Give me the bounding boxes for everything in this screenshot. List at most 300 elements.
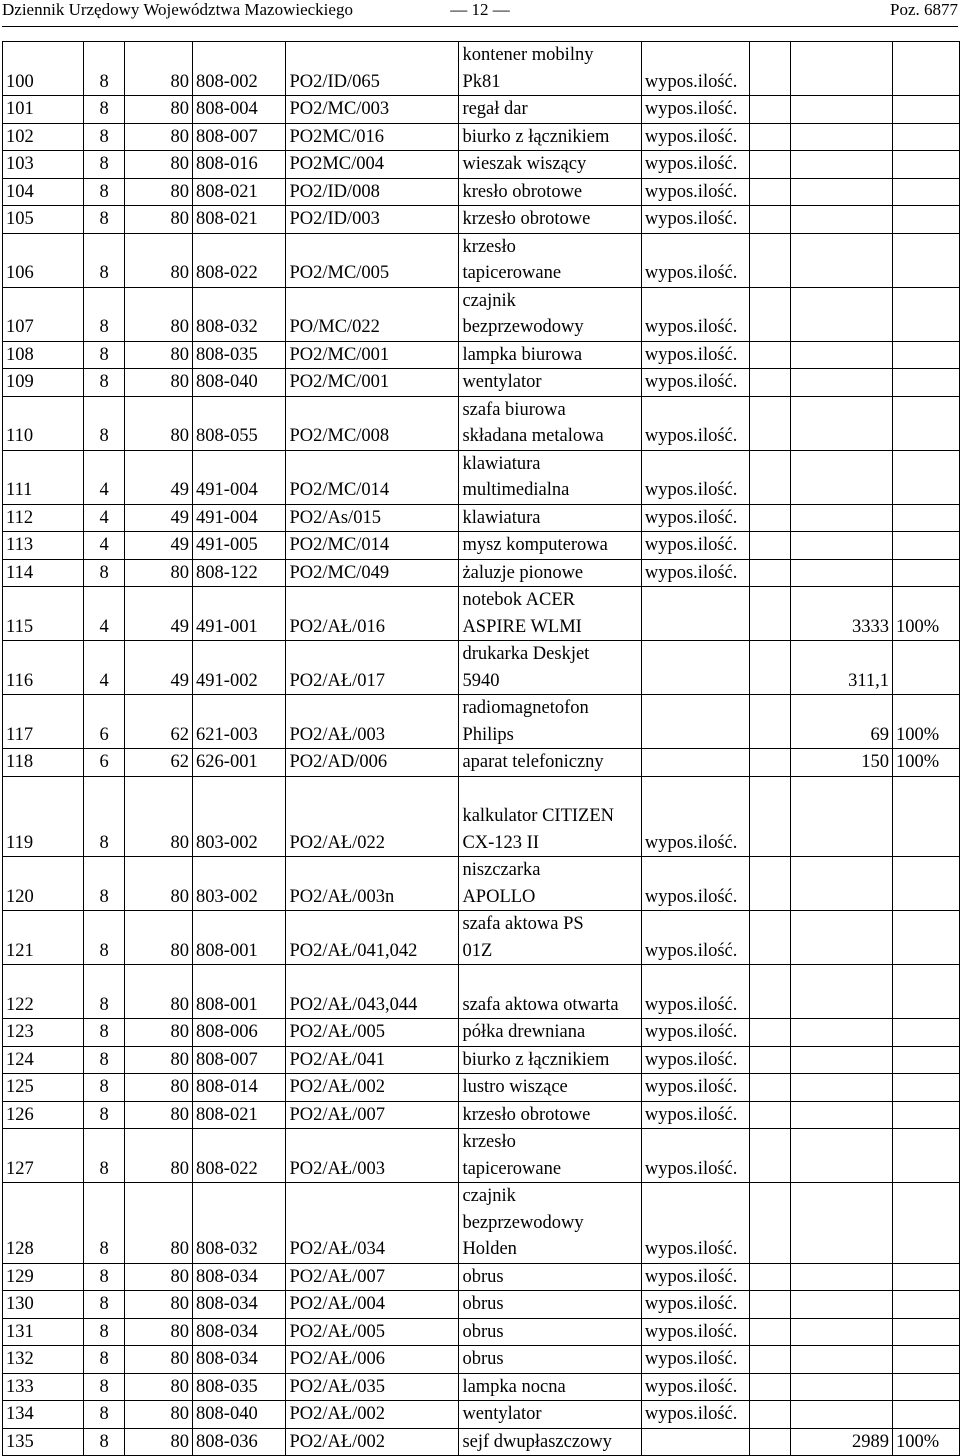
- row-number: 130: [3, 1291, 84, 1319]
- value-cell: [791, 396, 893, 450]
- classification-code: 808-035: [193, 341, 286, 369]
- item-description: [459, 1291, 641, 1319]
- table-row: [3, 695, 960, 749]
- percent-cell: [893, 287, 960, 341]
- status-text: wypos.ilość.: [641, 1373, 749, 1401]
- row-number: 105: [3, 206, 84, 234]
- spacer-cell: [750, 1129, 791, 1183]
- classification-code: 808-034: [193, 1318, 286, 1346]
- value-cell: 69: [791, 695, 893, 749]
- spacer-cell: [750, 96, 791, 124]
- table-row: [3, 1263, 960, 1291]
- row-number: 127: [3, 1129, 84, 1183]
- classification-code: 808-002: [193, 42, 286, 96]
- value-cell: 311,1: [791, 641, 893, 695]
- description-line: szafa biurowa: [462, 399, 566, 420]
- percent-cell: [893, 178, 960, 206]
- value-cell: [791, 96, 893, 124]
- item-description: [459, 287, 641, 341]
- classification-code: 808-032: [193, 287, 286, 341]
- table-row: [3, 857, 960, 911]
- percent-cell: [893, 341, 960, 369]
- classification-code: 621-003: [193, 695, 286, 749]
- table-row: [3, 1046, 960, 1074]
- spacer-cell: [750, 532, 791, 560]
- spacer-cell: [750, 1101, 791, 1129]
- classification-code: 808-032: [193, 1183, 286, 1264]
- item-description: [459, 965, 641, 1019]
- classification-code: 491-005: [193, 532, 286, 560]
- classification-code: 808-021: [193, 206, 286, 234]
- subgroup-code: 80: [124, 151, 192, 179]
- group-code: 8: [84, 123, 125, 151]
- item-description: [459, 911, 641, 965]
- subgroup-code: 80: [124, 1346, 192, 1374]
- subgroup-code: 80: [124, 1263, 192, 1291]
- row-number: 109: [3, 369, 84, 397]
- status-text: [641, 695, 749, 749]
- inventory-number: PO2/AŁ/006: [286, 1346, 459, 1374]
- description-line: żaluzje pionowe: [462, 562, 584, 583]
- status-text: wypos.ilość.: [641, 341, 749, 369]
- status-text: wypos.ilość.: [641, 123, 749, 151]
- item-description: [459, 233, 641, 287]
- inventory-number: PO2/MC/014: [286, 532, 459, 560]
- percent-cell: [893, 1183, 960, 1264]
- status-text: wypos.ilość.: [641, 369, 749, 397]
- row-number: 120: [3, 857, 84, 911]
- description-line: tapicerowane: [462, 1158, 562, 1179]
- percent-cell: [893, 1401, 960, 1429]
- value-cell: [791, 341, 893, 369]
- description-line: półka drewniana: [462, 1022, 586, 1042]
- group-code: 8: [84, 396, 125, 450]
- classification-code: 808-055: [193, 396, 286, 450]
- status-text: wypos.ilość.: [641, 857, 749, 911]
- value-cell: [791, 450, 893, 504]
- group-code: 8: [84, 559, 125, 587]
- status-text: wypos.ilość.: [641, 559, 749, 587]
- page-header: [2, 0, 958, 27]
- item-description: [459, 1129, 641, 1183]
- description-line: wentylator: [462, 1404, 542, 1424]
- percent-cell: [893, 1129, 960, 1183]
- spacer-cell: [750, 1318, 791, 1346]
- percent-cell: 100%: [893, 695, 960, 749]
- row-number: 106: [3, 233, 84, 287]
- status-text: wypos.ilość.: [641, 965, 749, 1019]
- group-code: 8: [84, 1291, 125, 1319]
- percent-cell: 100%: [893, 749, 960, 777]
- row-number: 124: [3, 1046, 84, 1074]
- percent-cell: [893, 42, 960, 96]
- status-text: wypos.ilość.: [641, 287, 749, 341]
- subgroup-code: 80: [124, 1428, 192, 1456]
- table-row: [3, 450, 960, 504]
- status-text: wypos.ilość.: [641, 911, 749, 965]
- description-line: multimedialna: [462, 480, 570, 500]
- group-code: 8: [84, 1401, 125, 1429]
- classification-code: 803-002: [193, 776, 286, 857]
- row-number: 123: [3, 1019, 84, 1047]
- description-line: krzesło obrotowe: [462, 209, 591, 229]
- item-description: [459, 1373, 641, 1401]
- inventory-number: PO2/AŁ/034: [286, 1183, 459, 1264]
- subgroup-code: 80: [124, 776, 192, 857]
- item-description: [459, 341, 641, 369]
- percent-cell: [893, 532, 960, 560]
- row-number: 128: [3, 1183, 84, 1264]
- table-row: [3, 233, 960, 287]
- value-cell: [791, 206, 893, 234]
- group-code: 8: [84, 206, 125, 234]
- percent-cell: [893, 1101, 960, 1129]
- item-description: [459, 532, 641, 560]
- inventory-number: PO2/AŁ/003: [286, 695, 459, 749]
- inventory-number: PO2MC/004: [286, 151, 459, 179]
- group-code: 8: [84, 1428, 125, 1456]
- group-code: 8: [84, 776, 125, 857]
- subgroup-code: 80: [124, 1019, 192, 1047]
- spacer-cell: [750, 42, 791, 96]
- value-cell: [791, 504, 893, 532]
- subgroup-code: 80: [124, 1183, 192, 1264]
- status-text: wypos.ilość.: [641, 233, 749, 287]
- spacer-cell: [750, 965, 791, 1019]
- percent-cell: [893, 369, 960, 397]
- group-code: 8: [84, 151, 125, 179]
- value-cell: [791, 1318, 893, 1346]
- subgroup-code: 80: [124, 178, 192, 206]
- item-description: [459, 857, 641, 911]
- group-code: 8: [84, 1373, 125, 1401]
- inventory-number: PO2/ID/008: [286, 178, 459, 206]
- inventory-number: PO2/MC/003: [286, 96, 459, 124]
- description-line: drukarka Deskjet: [462, 644, 590, 664]
- subgroup-code: 80: [124, 1291, 192, 1319]
- percent-cell: [893, 965, 960, 1019]
- inventory-number: PO2/AŁ/005: [286, 1318, 459, 1346]
- table-row: [3, 206, 960, 234]
- description-line: Philips: [462, 724, 514, 745]
- description-line: klawiatura: [462, 453, 541, 474]
- description-line: biurko z łącznikiem: [462, 1049, 610, 1070]
- table-row: [3, 559, 960, 587]
- classification-code: 808-021: [193, 178, 286, 206]
- group-code: 8: [84, 96, 125, 124]
- table-row: [3, 504, 960, 532]
- spacer-cell: [750, 749, 791, 777]
- description-line: kontener mobilny: [462, 45, 594, 65]
- classification-code: 808-036: [193, 1428, 286, 1456]
- description-line: klawiatura: [462, 507, 541, 528]
- inventory-number: PO2/AŁ/043,044: [286, 965, 459, 1019]
- spacer-cell: [750, 369, 791, 397]
- subgroup-code: 80: [124, 559, 192, 587]
- classification-code: 808-035: [193, 1373, 286, 1401]
- row-number: 107: [3, 287, 84, 341]
- percent-cell: [893, 450, 960, 504]
- inventory-number: PO2/AD/006: [286, 749, 459, 777]
- item-description: [459, 1046, 641, 1074]
- classification-code: 803-002: [193, 857, 286, 911]
- row-number: 125: [3, 1074, 84, 1102]
- spacer-cell: [750, 911, 791, 965]
- status-text: wypos.ilość.: [641, 1291, 749, 1319]
- table-row: [3, 587, 960, 641]
- description-line: CX-123 II: [462, 832, 539, 853]
- value-cell: 150: [791, 749, 893, 777]
- status-text: wypos.ilość.: [641, 532, 749, 560]
- status-text: wypos.ilość.: [641, 1183, 749, 1264]
- status-text: wypos.ilość.: [641, 1318, 749, 1346]
- item-description: [459, 504, 641, 532]
- inventory-number: PO2/ID/003: [286, 206, 459, 234]
- inventory-number: PO2/MC/014: [286, 450, 459, 504]
- status-text: wypos.ilość.: [641, 151, 749, 179]
- value-cell: [791, 1346, 893, 1374]
- item-description: [459, 1263, 641, 1291]
- row-number: 104: [3, 178, 84, 206]
- item-description: [459, 1074, 641, 1102]
- row-number: 111: [3, 450, 84, 504]
- description-line: lampka nocna: [462, 1376, 566, 1397]
- group-code: 6: [84, 749, 125, 777]
- row-number: 113: [3, 532, 84, 560]
- spacer-cell: [750, 776, 791, 857]
- group-code: 8: [84, 233, 125, 287]
- subgroup-code: 80: [124, 369, 192, 397]
- group-code: 8: [84, 1019, 125, 1047]
- row-number: 116: [3, 641, 84, 695]
- description-line: czajnik: [462, 290, 516, 311]
- status-text: wypos.ilość.: [641, 96, 749, 124]
- value-cell: [791, 857, 893, 911]
- row-number: 114: [3, 559, 84, 587]
- inventory-number: PO2/AŁ/003: [286, 1129, 459, 1183]
- description-line: obrus: [462, 1321, 504, 1342]
- value-cell: [791, 151, 893, 179]
- spacer-cell: [750, 1428, 791, 1456]
- description-line: krzesło: [462, 1132, 516, 1152]
- status-text: wypos.ilość.: [641, 1263, 749, 1291]
- table-row: [3, 776, 960, 857]
- inventory-number: PO2/AŁ/003n: [286, 857, 459, 911]
- spacer-cell: [750, 206, 791, 234]
- subgroup-code: 80: [124, 1129, 192, 1183]
- classification-code: 491-004: [193, 504, 286, 532]
- description-line: składana metalowa: [462, 426, 604, 446]
- subgroup-code: 49: [124, 504, 192, 532]
- group-code: 8: [84, 1183, 125, 1264]
- percent-cell: [893, 857, 960, 911]
- table-row: [3, 287, 960, 341]
- row-number: 108: [3, 341, 84, 369]
- description-line: mysz komputerowa: [462, 535, 608, 555]
- table-row: [3, 911, 960, 965]
- spacer-cell: [750, 1373, 791, 1401]
- group-code: 8: [84, 1346, 125, 1374]
- description-line: APOLLO: [462, 886, 536, 907]
- description-line: szafa aktowa otwarta: [462, 994, 619, 1015]
- description-line: obrus: [462, 1266, 504, 1287]
- table-row: [3, 532, 960, 560]
- spacer-cell: [750, 695, 791, 749]
- row-number: 135: [3, 1428, 84, 1456]
- subgroup-code: 49: [124, 587, 192, 641]
- classification-code: 808-022: [193, 233, 286, 287]
- percent-cell: [893, 396, 960, 450]
- description-line: bezprzewodowy: [462, 1212, 584, 1233]
- subgroup-code: 80: [124, 233, 192, 287]
- group-code: 4: [84, 587, 125, 641]
- percent-cell: [893, 559, 960, 587]
- classification-code: 808-040: [193, 369, 286, 397]
- value-cell: [791, 233, 893, 287]
- inventory-number: PO2/MC/005: [286, 233, 459, 287]
- group-code: 8: [84, 42, 125, 96]
- value-cell: [791, 559, 893, 587]
- subgroup-code: 80: [124, 857, 192, 911]
- subgroup-code: 80: [124, 96, 192, 124]
- value-cell: [791, 965, 893, 1019]
- description-line: kresło obrotowe: [462, 181, 583, 202]
- group-code: 8: [84, 857, 125, 911]
- inventory-number: PO2/AŁ/016: [286, 587, 459, 641]
- group-code: 8: [84, 911, 125, 965]
- classification-code: 808-014: [193, 1074, 286, 1102]
- percent-cell: [893, 206, 960, 234]
- item-description: [459, 1183, 641, 1264]
- spacer-cell: [750, 1074, 791, 1102]
- item-description: [459, 396, 641, 450]
- description-line: obrus: [462, 1349, 504, 1369]
- status-text: wypos.ilość.: [641, 1101, 749, 1129]
- subgroup-code: 80: [124, 1373, 192, 1401]
- subgroup-code: 80: [124, 1401, 192, 1429]
- item-description: [459, 206, 641, 234]
- value-cell: [791, 1074, 893, 1102]
- table-row: [3, 151, 960, 179]
- description-line: aparat telefoniczny: [462, 752, 604, 772]
- inventory-table-body: [3, 42, 960, 1456]
- description-line: kalkulator CITIZEN: [462, 806, 614, 826]
- percent-cell: [893, 1263, 960, 1291]
- status-text: wypos.ilość.: [641, 42, 749, 96]
- inventory-number: PO2/As/015: [286, 504, 459, 532]
- value-cell: [791, 911, 893, 965]
- classification-code: 491-002: [193, 641, 286, 695]
- table-row: [3, 1318, 960, 1346]
- percent-cell: [893, 1373, 960, 1401]
- table-row: [3, 641, 960, 695]
- inventory-number: PO2/AŁ/041: [286, 1046, 459, 1074]
- status-text: [641, 641, 749, 695]
- row-number: 134: [3, 1401, 84, 1429]
- table-row: [3, 749, 960, 777]
- subgroup-code: 80: [124, 123, 192, 151]
- percent-cell: [893, 641, 960, 695]
- row-number: 110: [3, 396, 84, 450]
- spacer-cell: [750, 587, 791, 641]
- percent-cell: [893, 776, 960, 857]
- spacer-cell: [750, 504, 791, 532]
- table-row: [3, 1019, 960, 1047]
- spacer-cell: [750, 287, 791, 341]
- table-row: [3, 1183, 960, 1264]
- value-cell: [791, 1101, 893, 1129]
- subgroup-code: 49: [124, 450, 192, 504]
- item-description: [459, 151, 641, 179]
- description-line: obrus: [462, 1294, 504, 1314]
- spacer-cell: [750, 450, 791, 504]
- spacer-cell: [750, 559, 791, 587]
- subgroup-code: 80: [124, 206, 192, 234]
- item-description: [459, 369, 641, 397]
- row-number: 101: [3, 96, 84, 124]
- item-description: [459, 42, 641, 96]
- table-row: [3, 1291, 960, 1319]
- percent-cell: [893, 1346, 960, 1374]
- table-row: [3, 1129, 960, 1183]
- classification-code: 808-034: [193, 1346, 286, 1374]
- inventory-number: PO2/AŁ/041,042: [286, 911, 459, 965]
- status-text: [641, 587, 749, 641]
- item-description: [459, 1401, 641, 1429]
- value-cell: [791, 1263, 893, 1291]
- row-number: 122: [3, 965, 84, 1019]
- row-number: 112: [3, 504, 84, 532]
- inventory-number: PO2/MC/049: [286, 559, 459, 587]
- spacer-cell: [750, 1019, 791, 1047]
- subgroup-code: 80: [124, 287, 192, 341]
- spacer-cell: [750, 233, 791, 287]
- item-description: [459, 587, 641, 641]
- percent-cell: [893, 1074, 960, 1102]
- classification-code: 808-001: [193, 911, 286, 965]
- subgroup-code: 80: [124, 1101, 192, 1129]
- row-number: 102: [3, 123, 84, 151]
- item-description: [459, 178, 641, 206]
- group-code: 8: [84, 1046, 125, 1074]
- spacer-cell: [750, 178, 791, 206]
- percent-cell: 100%: [893, 587, 960, 641]
- item-description: [459, 559, 641, 587]
- item-description: [459, 776, 641, 857]
- description-line: wieszak wiszący: [462, 154, 587, 174]
- spacer-cell: [750, 151, 791, 179]
- group-code: 8: [84, 369, 125, 397]
- group-code: 8: [84, 287, 125, 341]
- group-code: 8: [84, 178, 125, 206]
- value-cell: 3333: [791, 587, 893, 641]
- position-number: Poz. 6877: [890, 0, 958, 19]
- value-cell: [791, 1291, 893, 1319]
- item-description: [459, 641, 641, 695]
- spacer-cell: [750, 1263, 791, 1291]
- inventory-number: PO2/MC/008: [286, 396, 459, 450]
- row-number: 121: [3, 911, 84, 965]
- spacer-cell: [750, 1183, 791, 1264]
- description-line: Pk81: [462, 71, 501, 92]
- inventory-number: PO2/AŁ/004: [286, 1291, 459, 1319]
- row-number: 117: [3, 695, 84, 749]
- journal-title: Dziennik Urzędowy Województwa Mazowieckiego: [2, 0, 353, 19]
- group-code: 4: [84, 641, 125, 695]
- classification-code: 808-034: [193, 1263, 286, 1291]
- table-row: [3, 1101, 960, 1129]
- classification-code: 808-034: [193, 1291, 286, 1319]
